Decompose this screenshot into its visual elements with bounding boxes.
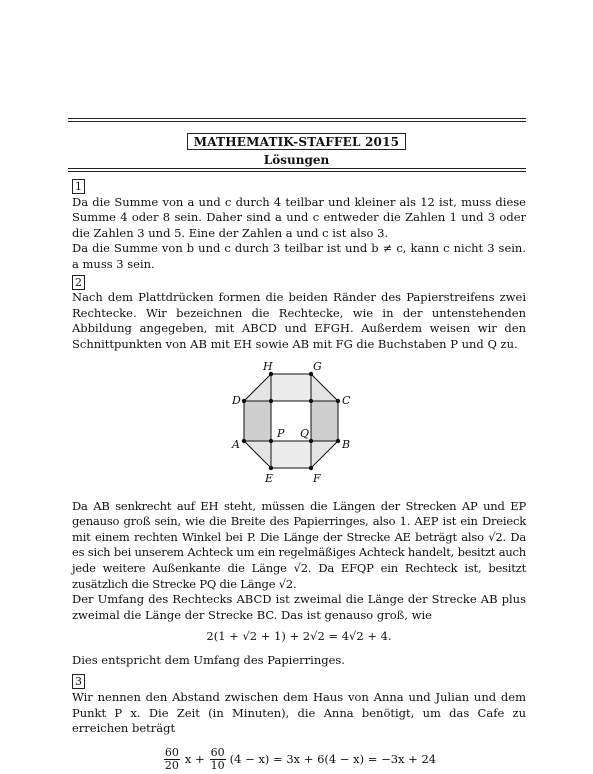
fraction-numerator: 60 <box>210 745 225 759</box>
label-A: A <box>232 437 240 451</box>
label-P: P <box>277 426 285 440</box>
fraction-denominator: 10 <box>210 758 225 772</box>
label-G: G <box>313 360 322 373</box>
problem-number: 2 <box>72 275 85 290</box>
fraction-numerator: 60 <box>164 745 179 759</box>
equation: 2(1 + √2 + 1) + 2√2 = 4√2 + 4. <box>206 629 392 644</box>
label-D: D <box>232 393 241 407</box>
label-Q: Q <box>300 426 310 440</box>
solution-3 <box>72 674 526 771</box>
solution-text: Wir nennen den Abstand zwischen dem Haus von Anna und Julian und dem Punkt P x. Die Zeit (in Minuten), die Anna benötigt, um das Cafe zu erreichen beträgt <box>72 690 526 736</box>
solution-1 <box>72 179 526 273</box>
label-H: H <box>263 360 273 373</box>
problem-number: 1 <box>72 179 85 194</box>
time-equation <box>72 747 526 772</box>
solution-text: Da AB senkrecht auf EH steht, müssen die Längen der Strecken AP und EP genauso groß sein, wie die Breite des Papierringes, also 1. AEP ist ein Dreieck mit einem rechten Winkel bei P. Die Länge der Strecke AE beträgt also √2. Da es sich bei unserem Achteck um ein regelmäßiges Achteck handelt, besitzt auch jede weitere Außenkante die Länge √2. Da EFQP ein Rechteck ist, besitzt zusätzlich die Strecke PQ die Länge √2. <box>72 498 526 591</box>
top-rule-1 <box>68 118 526 119</box>
header <box>0 131 593 167</box>
page-subtitle: Lösungen <box>263 153 330 167</box>
equation-part: (4 − x) = 3x + 6(4 − x) = −3x + 24 <box>229 751 437 766</box>
label-E: E <box>265 471 274 485</box>
page-title: MATHEMATIK-STAFFEL 2015 <box>187 133 406 150</box>
solution-text: Nach dem Plattdrücken formen die beiden Ränder des Papierstreifens zwei Rechtecke. Wir bezeichnen die Rechtecke, wie in der untenstehenden Abbildung angegeben, mit ABCD und EFGH. Außerdem weisen wir den Schnittpunkten von AB mit EH sowie AB mit FG die Buchstaben P und Q zu. <box>72 290 526 351</box>
header-rule-1 <box>68 168 526 169</box>
label-F: F <box>313 471 321 485</box>
solutions-content <box>72 179 526 774</box>
header-rule-2 <box>68 171 526 172</box>
top-rule-2 <box>68 121 526 122</box>
solution-text: Der Umfang des Rechtecks ABCD ist zweimal die Länge der Strecke AB plus zweimal die Länge der Strecke BC. Das ist genauso groß, wie <box>72 592 526 622</box>
solution-2 <box>72 275 526 669</box>
label-C: C <box>342 393 351 407</box>
equation-part: x + <box>184 751 205 766</box>
fraction <box>210 747 226 772</box>
fraction-denominator: 20 <box>164 758 179 772</box>
label-B: B <box>342 437 351 451</box>
octagon-diagram <box>229 361 369 491</box>
solution-text: Da die Summe von b und c durch 3 teilbar ist und b ≠ c, kann c nicht 3 sein. a muss 3 sein. <box>72 241 526 271</box>
problem-number: 3 <box>72 674 85 689</box>
solution-text: Dies entspricht dem Umfang des Papierringes. <box>72 652 345 667</box>
fraction <box>164 747 180 772</box>
solution-text: Da die Summe von a und c durch 4 teilbar und kleiner als 12 ist, muss diese Summe 4 oder 8 sein. Daher sind a und c entweder die Zahlen 1 und 3 oder die Zahlen 3 und 5. Eine der Zahlen a und c ist also 3. <box>72 194 526 240</box>
octagon-figure <box>72 361 526 491</box>
